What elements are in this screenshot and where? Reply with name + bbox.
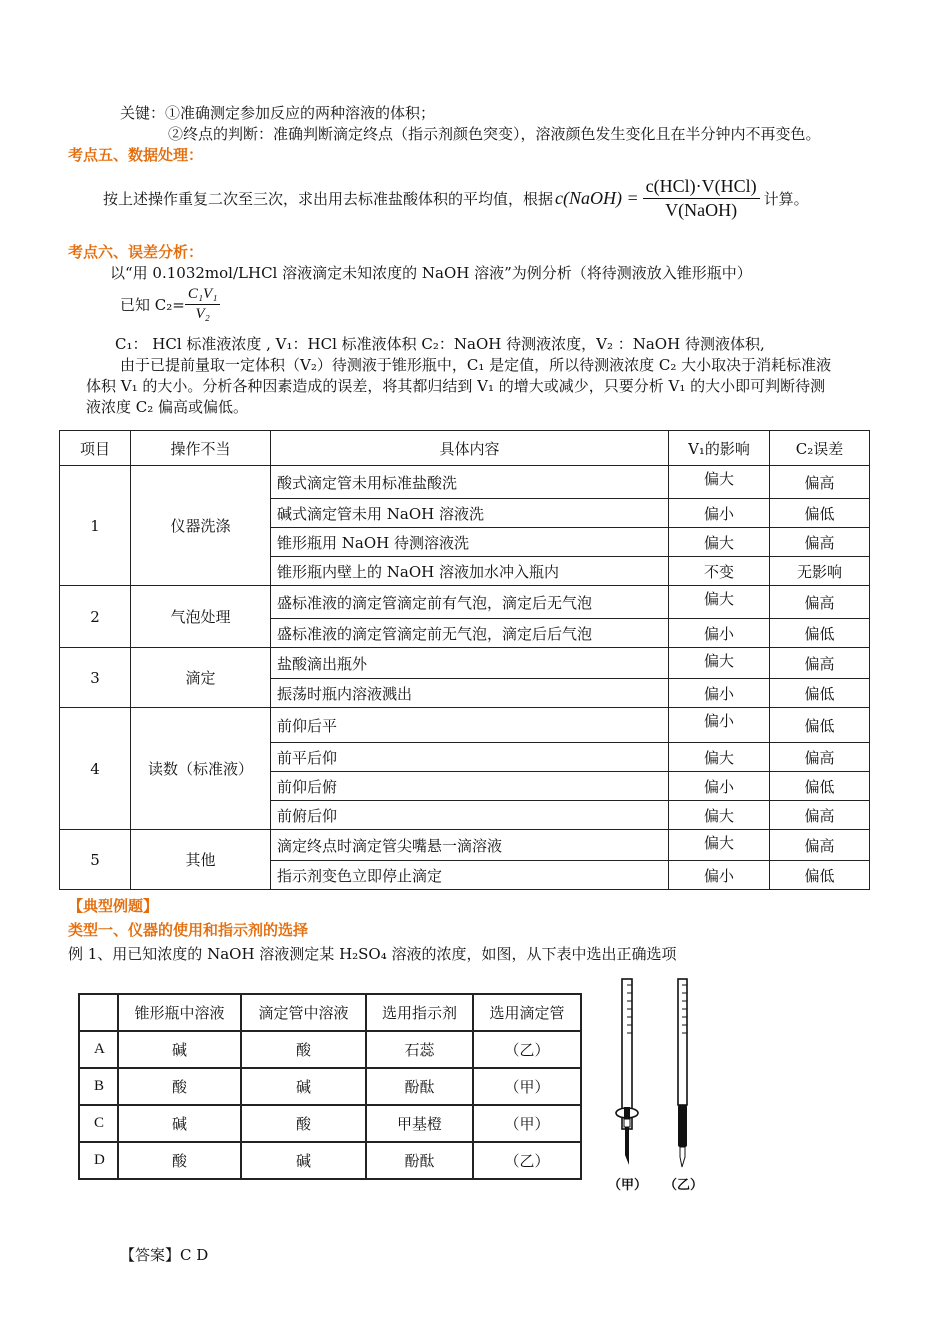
row-content: 前仰后俯 — [271, 772, 669, 801]
group-category: 读数（标准液） — [131, 708, 271, 830]
option-indicator: 石蕊 — [366, 1031, 473, 1068]
row-content: 盐酸滴出瓶外 — [271, 648, 669, 679]
header-blank — [79, 994, 118, 1031]
group-id: 1 — [60, 466, 131, 586]
row-c2: 偏高 — [770, 466, 870, 499]
option-flask: 碱 — [118, 1105, 241, 1142]
row-content: 前俯后仰 — [271, 801, 669, 830]
group-category: 滴定 — [131, 648, 271, 708]
table-row — [60, 830, 870, 861]
row-content: 锥形瓶用 NaOH 待测溶液洗 — [271, 528, 669, 557]
option-indicator: 甲基橙 — [366, 1105, 473, 1142]
error-analysis-table — [59, 430, 870, 890]
row-c2: 偏低 — [770, 679, 870, 708]
option-label: C — [79, 1105, 118, 1142]
option-burette: （甲） — [473, 1105, 581, 1142]
row-content: 前平后仰 — [271, 743, 669, 772]
examples-heading: 【典型例题】 — [68, 897, 159, 915]
row-content: 盛标准液的滴定管滴定前无气泡，滴定后后气泡 — [271, 619, 669, 648]
section5-formula-line — [103, 176, 809, 221]
group-category: 仪器洗涤 — [131, 466, 271, 586]
row-v1: 偏小 — [669, 861, 770, 890]
type1-heading: 类型一、仪器的使用和指示剂的选择 — [68, 921, 309, 939]
row-c2: 偏高 — [770, 528, 870, 557]
row-v1: 偏小 — [669, 619, 770, 648]
option-label: B — [79, 1068, 118, 1105]
row-v1: 偏大 — [669, 801, 770, 830]
group-id: 4 — [60, 708, 131, 830]
acid-burette-icon — [616, 979, 638, 1165]
option-flask: 碱 — [118, 1031, 241, 1068]
header-flask-solution: 锥形瓶中溶液 — [118, 994, 241, 1031]
header-burette-solution: 滴定管中溶液 — [241, 994, 366, 1031]
option-flask: 酸 — [118, 1068, 241, 1105]
option-indicator: 酚酞 — [366, 1068, 473, 1105]
header-v1-effect: V₁的影响 — [669, 431, 770, 466]
row-c2: 偏低 — [770, 499, 870, 528]
option-burette: （甲） — [473, 1068, 581, 1105]
section6-intro: 以“用 0.1032mol/LHCl 溶液滴定未知浓度的 NaOH 溶液”为例分析（将待测液放入锥形瓶中） — [110, 264, 752, 282]
group-category: 其他 — [131, 830, 271, 890]
known-numerator: C₁V₁ — [185, 286, 221, 305]
burettes-figure — [600, 975, 720, 1195]
row-v1: 偏大 — [669, 528, 770, 557]
row-c2: 偏高 — [770, 586, 870, 619]
known-denominator: V₂ — [195, 306, 210, 322]
section5-text-before: 按上述操作重复二次至三次，求出用去标准盐酸体积的平均值，根据 — [103, 190, 554, 208]
row-v1: 偏小 — [669, 499, 770, 528]
table-row — [60, 466, 870, 499]
formula-numerator: c(HCl)·V(HCl) — [643, 176, 760, 199]
group-id: 2 — [60, 586, 131, 648]
row-content: 锥形瓶内壁上的 NaOH 溶液加水冲入瓶内 — [271, 557, 669, 586]
row-content: 滴定终点时滴定管尖嘴悬一滴溶液 — [271, 830, 669, 861]
example-options-table — [78, 993, 582, 1180]
example-table-header — [79, 994, 581, 1031]
row-v1: 偏大 — [669, 586, 770, 619]
option-row — [79, 1142, 581, 1179]
section6-heading: 考点六、误差分析： — [68, 243, 204, 261]
header-indicator: 选用指示剂 — [366, 994, 473, 1031]
group-id: 3 — [60, 648, 131, 708]
row-content: 振荡时瓶内溶液溅出 — [271, 679, 669, 708]
option-burette: （乙） — [473, 1031, 581, 1068]
row-v1: 偏小 — [669, 772, 770, 801]
option-label: D — [79, 1142, 118, 1179]
row-content: 碱式滴定管未用 NaOH 溶液洗 — [271, 499, 669, 528]
variable-definitions: C₁： HCl 标准液浓度 , V₁：HCl 标准液体积 C₂：NaOH 待测液浓度，V₂ ：NaOH 待测液体积, — [115, 335, 765, 353]
row-c2: 偏高 — [770, 801, 870, 830]
option-burette: （乙） — [473, 1142, 581, 1179]
answer: 【答案】C D — [120, 1246, 209, 1264]
row-v1: 偏大 — [669, 648, 770, 679]
section5-heading: 考点五、数据处理： — [68, 146, 204, 164]
analysis-para-1: 由于已提前量取一定体积（V₂）待测液于锥形瓶中，C₁ 是定值，所以待测液浓度 C₂ 大小取决于消耗标准液 — [120, 356, 832, 374]
row-c2: 偏高 — [770, 648, 870, 679]
option-row — [79, 1031, 581, 1068]
example1-question: 例 1、用已知浓度的 NaOH 溶液测定某 H₂SO₄ 溶液的浓度，如图，从下表中选出正确选项 — [68, 945, 677, 963]
option-burette-solution: 酸 — [241, 1031, 366, 1068]
group-category: 气泡处理 — [131, 586, 271, 648]
key-line-2: ②终点的判断：准确判断滴定终点（指示剂颜色突变），溶液颜色发生变化且在半分钟内不再变色。 — [168, 125, 821, 143]
row-v1: 偏大 — [669, 466, 770, 499]
row-v1: 不变 — [669, 557, 770, 586]
known-formula — [120, 286, 220, 323]
section5-text-after: 计算。 — [763, 190, 809, 208]
row-content: 酸式滴定管未用标准盐酸洗 — [271, 466, 669, 499]
analysis-para-2: 体积 V₁ 的大小。分析各种因素造成的误差，将其都归结到 V₁ 的增大或减少，只要分析 V₁ 的大小即可判断待测 — [86, 377, 826, 395]
row-v1: 偏大 — [669, 743, 770, 772]
formula-denominator: V(NaOH) — [665, 200, 738, 220]
known-label: 已知 C₂= — [120, 296, 185, 314]
row-v1: 偏小 — [669, 679, 770, 708]
option-label: A — [79, 1031, 118, 1068]
header-content: 具体内容 — [271, 431, 669, 466]
table-row — [60, 708, 870, 743]
header-operation: 操作不当 — [131, 431, 271, 466]
key-line-1: 关键：①准确测定参加反应的两种溶液的体积； — [120, 104, 436, 122]
row-c2: 无影响 — [770, 557, 870, 586]
table-row — [60, 648, 870, 679]
formula-fraction — [643, 176, 760, 221]
row-c2: 偏高 — [770, 743, 870, 772]
option-burette-solution: 碱 — [241, 1142, 366, 1179]
header-burette: 选用滴定管 — [473, 994, 581, 1031]
error-table-header — [60, 431, 870, 466]
row-c2: 偏低 — [770, 772, 870, 801]
row-c2: 偏高 — [770, 830, 870, 861]
option-burette-solution: 碱 — [241, 1068, 366, 1105]
header-item: 项目 — [60, 431, 131, 466]
base-burette-icon — [678, 979, 687, 1167]
table-row — [60, 586, 870, 619]
option-burette-solution: 酸 — [241, 1105, 366, 1142]
group-id: 5 — [60, 830, 131, 890]
option-row — [79, 1105, 581, 1142]
row-content: 指示剂变色立即停止滴定 — [271, 861, 669, 890]
row-c2: 偏低 — [770, 619, 870, 648]
row-content: 盛标准液的滴定管滴定前有气泡，滴定后无气泡 — [271, 586, 669, 619]
analysis-para-3: 液浓度 C₂ 偏高或偏低。 — [86, 398, 249, 416]
row-c2: 偏低 — [770, 861, 870, 890]
burette-label-yi: （乙） — [664, 1178, 704, 1193]
option-flask: 酸 — [118, 1142, 241, 1179]
option-row — [79, 1068, 581, 1105]
row-c2: 偏低 — [770, 708, 870, 743]
row-content: 前仰后平 — [271, 708, 669, 743]
header-c2-error: C₂误差 — [770, 431, 870, 466]
formula-lhs: c(NaOH) = — [555, 188, 639, 208]
row-v1: 偏大 — [669, 830, 770, 861]
burette-label-jia: （甲） — [608, 1178, 648, 1193]
known-fraction — [185, 286, 221, 323]
row-v1: 偏小 — [669, 708, 770, 743]
option-indicator: 酚酞 — [366, 1142, 473, 1179]
